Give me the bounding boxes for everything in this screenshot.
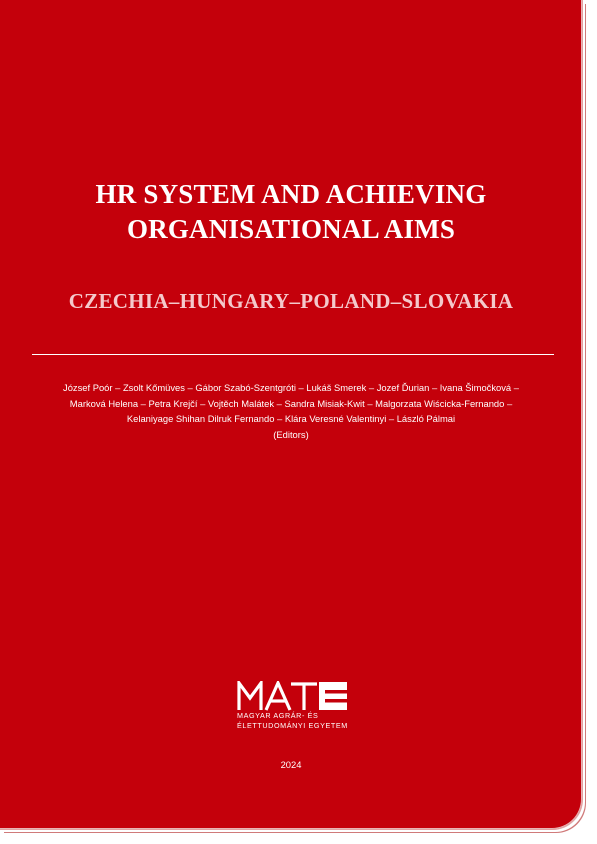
editors-note: (Editors) — [273, 428, 309, 440]
publisher-name-line-1: MAGYAR AGRÁR- ÉS — [237, 711, 319, 720]
book-title — [0, 177, 582, 247]
authors-line-1: József Poór – Zsolt Kőmüves – Gábor Szabó-Szentgróti – Lukáš Smerek – Jozef Ďurian – Ivana Šimočková – — [63, 382, 519, 393]
title-line-1: HR SYSTEM AND ACHIEVING — [95, 179, 487, 209]
authors-line-2: Marková Helena – Petra Krejčí – Vojtěch Malátek – Sandra Misiak-Kwit – Malgorzata Wiścicka-Fernando – — [69, 397, 513, 409]
publisher-name — [237, 711, 350, 731]
divider-line — [32, 354, 554, 355]
authors-block — [20, 380, 562, 442]
authors-line-3: Kelaniyage Shihan Dilruk Fernando – Klára Veresné Valentinyi – László Pálmai — [126, 413, 456, 424]
publication-year: 2024 — [280, 759, 302, 770]
mate-logo-icon — [237, 681, 349, 711]
book-subtitle: CZECHIA–HUNGARY–POLAND–SLOVAKIA — [68, 289, 514, 313]
publisher-name-line-2: ÉLETTUDOMÁNYI EGYETEM — [237, 721, 348, 730]
publisher-logo — [237, 681, 350, 731]
title-line-2: ORGANISATIONAL AIMS — [126, 214, 456, 244]
